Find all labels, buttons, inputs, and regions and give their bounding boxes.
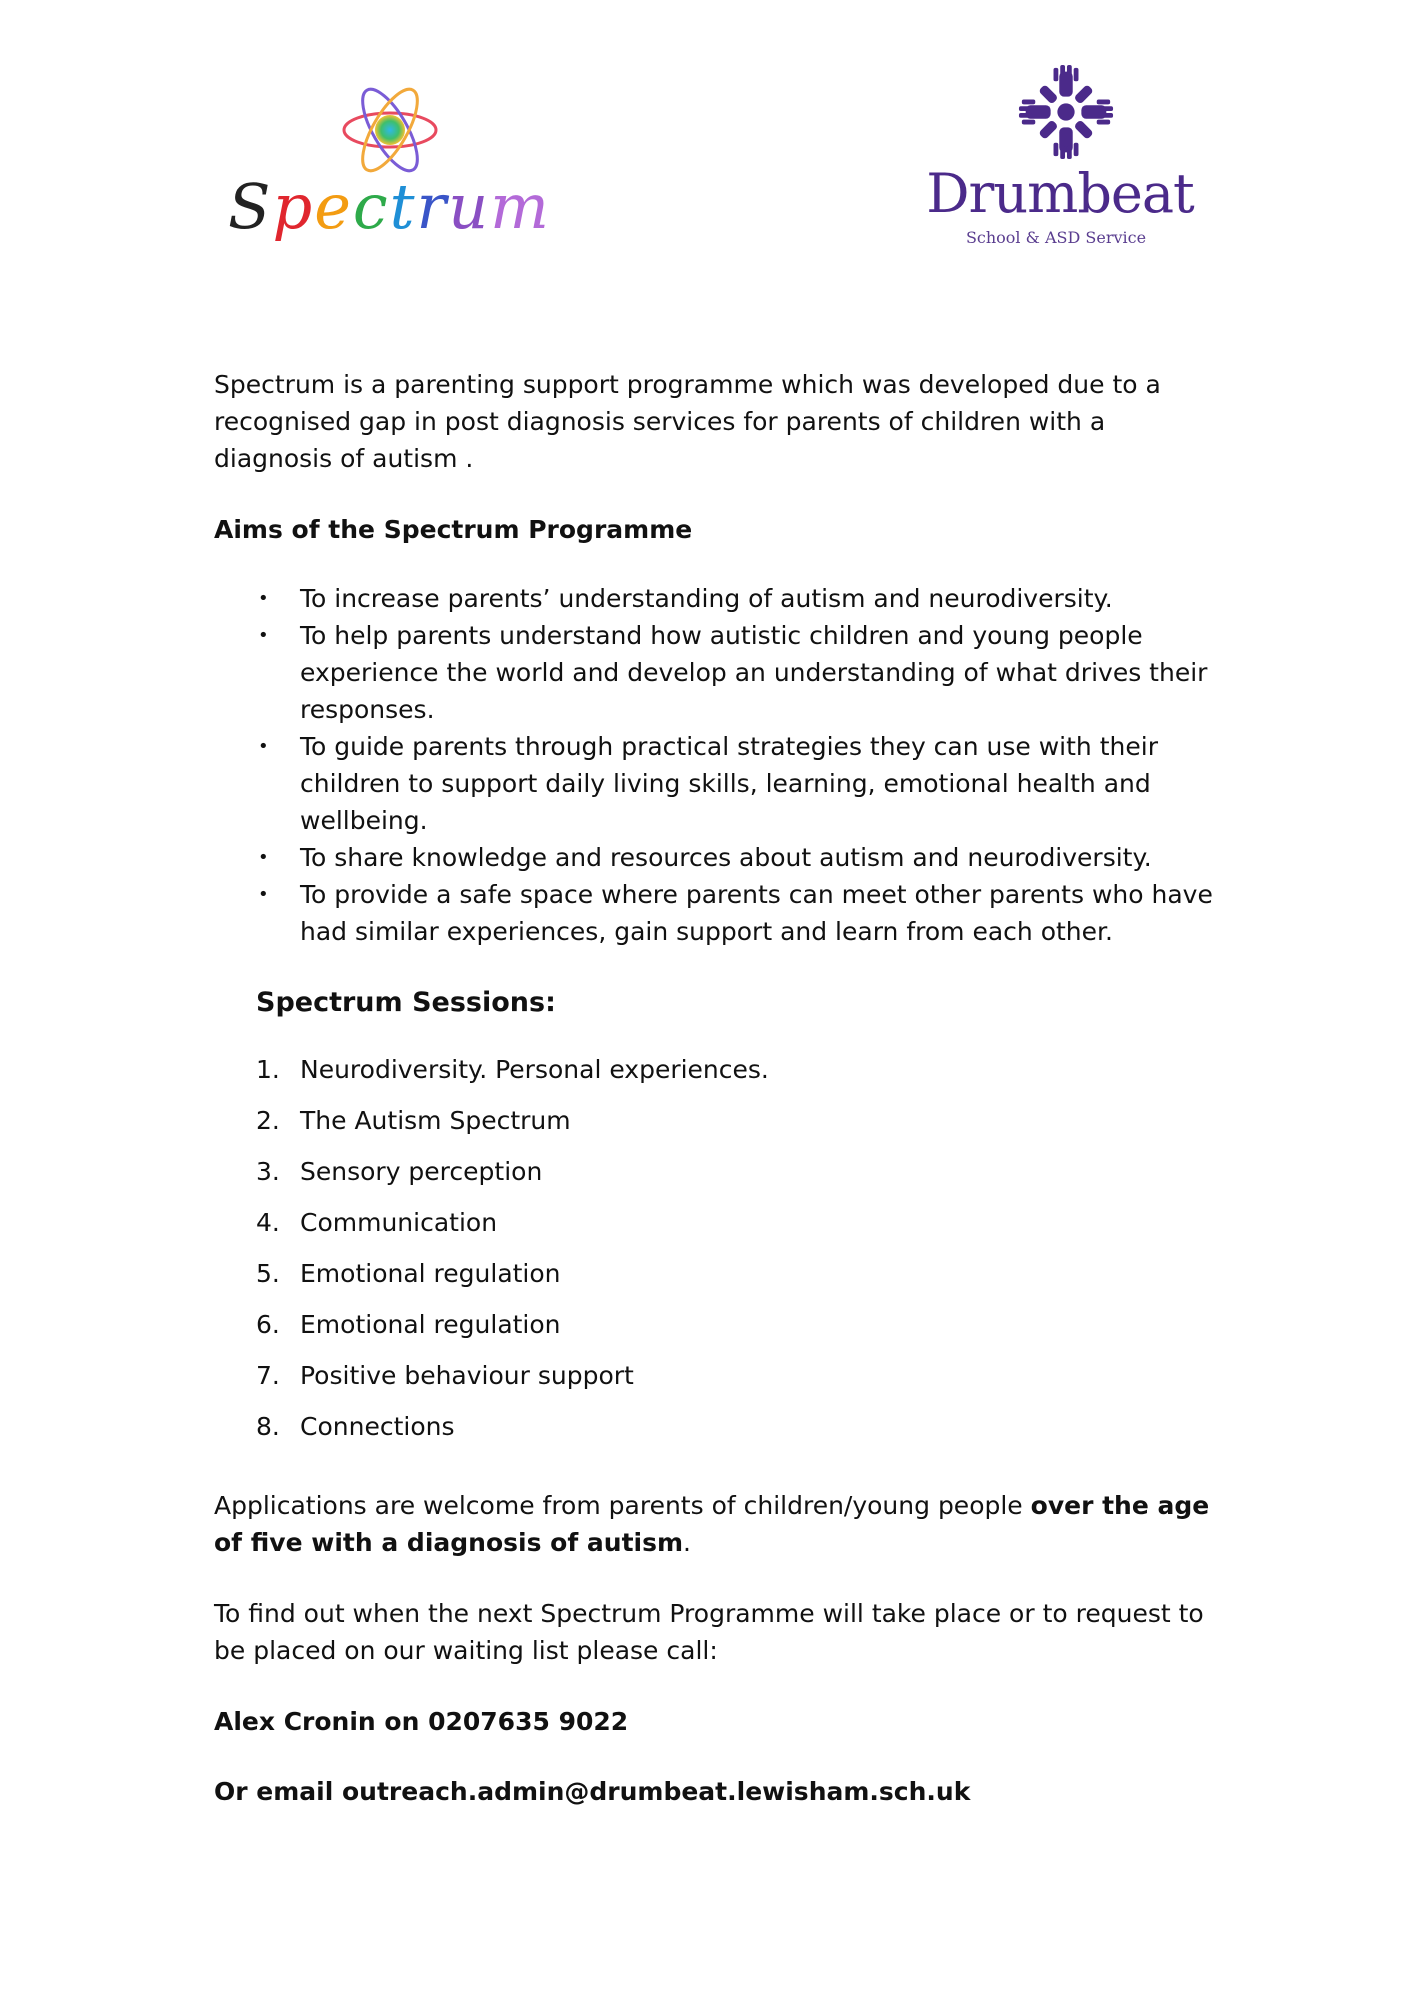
contact-email: Or email outreach.admin@drumbeat.lewisham.sch.uk [214,1777,971,1806]
session-label: Emotional regulation [300,1310,561,1339]
session-item [214,1204,1214,1255]
applications-period: . [683,1528,691,1557]
aim-text: To guide parents through practical strategies they can use with their children to support daily living skills, learning, emotional health and wellbeing. [300,732,1158,835]
session-item [214,1255,1214,1306]
aim-item [214,876,1214,950]
spectrum-letter: u [448,170,491,243]
aim-item [214,839,1214,876]
aim-item [214,580,1214,617]
applications-text: Applications are welcome from parents of children/young people [214,1491,1031,1520]
drumbeat-brand-name: Drumbeat [926,162,1194,225]
bullet-icon: • [258,588,269,609]
session-number: 4. [256,1208,280,1237]
session-item [214,1357,1214,1408]
intro-paragraph: Spectrum is a parenting support programme which was developed due to a recognised gap in post diagnosis services for parents of children with a diagnosis of autism . [214,370,1161,473]
findout-paragraph: To find out when the next Spectrum Programme will take place or to request to be placed on our waiting list please call: [214,1599,1204,1665]
session-label: The Autism Spectrum [300,1106,571,1135]
bullet-icon: • [258,736,269,757]
bullet-icon: • [258,847,269,868]
session-number: 3. [256,1157,280,1186]
aims-heading: Aims of the Spectrum Programme [214,515,693,544]
session-label: Emotional regulation [300,1259,561,1288]
session-item [214,1408,1214,1459]
drumbeat-tagline: School & ASD Service [965,228,1147,247]
bullet-icon: • [258,625,269,646]
sessions-heading: Spectrum Sessions: [256,987,556,1018]
session-item [214,1306,1214,1357]
spectrum-logo [228,78,568,258]
applications-eligibility: over the age of five with a diagnosis of autism [214,1491,1210,1557]
session-number: 1. [256,1055,280,1084]
spectrum-letter: m [490,170,551,243]
aim-text: To help parents understand how autistic children and young people experience the world and develop an understanding of what drives their responses. [300,621,1208,724]
spectrum-letter: c [352,170,390,243]
session-label: Positive behaviour support [300,1361,634,1390]
session-number: 5. [256,1259,280,1288]
spectrum-letter: t [389,170,417,243]
spectrum-letter: p [272,170,315,243]
aim-text: To provide a safe space where parents can meet other parents who have had similar experiences, gain support and learn from each other. [300,880,1213,946]
spectrum-letter: r [416,170,449,243]
session-number: 6. [256,1310,280,1339]
session-item [214,1051,1214,1102]
aim-item [214,728,1214,839]
aim-text: To increase parents’ understanding of autism and neurodiversity. [300,584,1113,613]
session-number: 2. [256,1106,280,1135]
sessions-list [214,1051,1214,1459]
session-label: Connections [300,1412,455,1441]
spectrum-wordmark-text [228,170,551,243]
atom-icon [340,80,440,180]
spectrum-letter: e [314,170,353,243]
aim-text: To share knowledge and resources about autism and neurodiversity. [300,843,1152,872]
applications-paragraph [214,1487,1214,1561]
session-label: Sensory perception [300,1157,543,1186]
contact-phone: Alex Cronin on 0207635 9022 [214,1707,629,1736]
spectrum-letter: S [228,170,273,243]
spectrum-wordmark [228,170,551,243]
session-item [214,1153,1214,1204]
session-number: 8. [256,1412,280,1441]
bullet-icon: • [258,884,269,905]
aims-list [214,580,1214,950]
document-body [214,366,1214,1810]
drumbeat-logo [920,64,1210,254]
session-item [214,1102,1214,1153]
session-label: Neurodiversity. Personal experiences. [300,1055,769,1084]
session-number: 7. [256,1361,280,1390]
aim-item [214,617,1214,728]
session-label: Communication [300,1208,498,1237]
hands-emblem-icon [1018,64,1114,160]
